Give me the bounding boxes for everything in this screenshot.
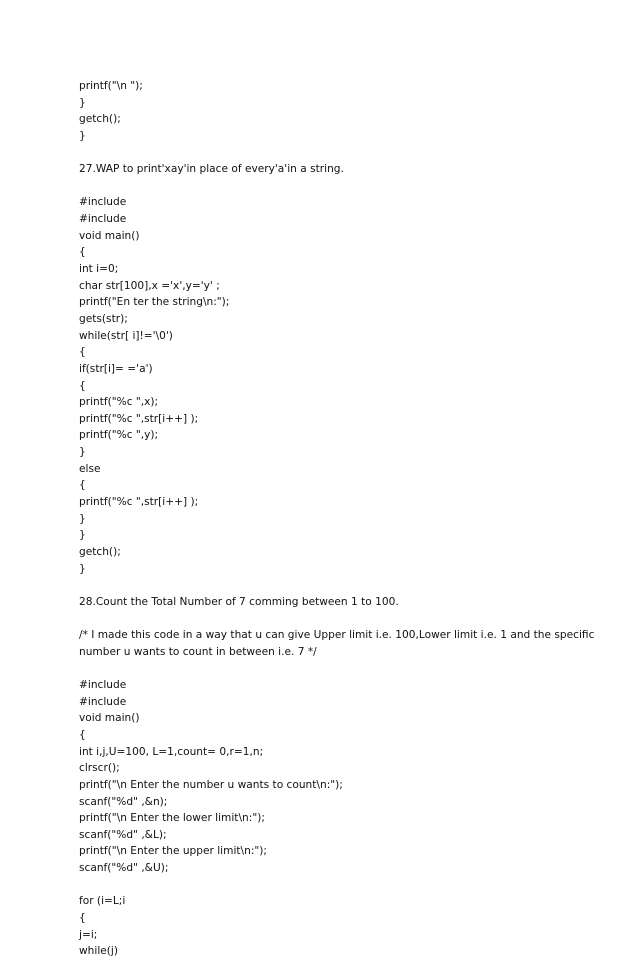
code-line: while(str[ i]!='\0'): [79, 329, 173, 342]
code-comment: [79, 627, 599, 660]
code-line: {: [79, 246, 86, 259]
code-line: clrscr();: [79, 762, 120, 775]
code-line: while(j): [79, 945, 118, 958]
code-line: }: [79, 96, 86, 109]
code-line: printf("\n Enter the lower limit\n:");: [79, 812, 265, 825]
code-block-28-loop: [79, 893, 599, 960]
code-line: #include: [79, 679, 127, 692]
code-line: }: [79, 446, 86, 459]
code-line: #include: [79, 196, 127, 209]
code-block-end-prev: [79, 78, 599, 145]
code-line: }: [79, 529, 86, 542]
code-line: }: [79, 562, 86, 575]
code-line: if(str[i]= ='a'): [79, 362, 153, 375]
code-line: int i=0;: [79, 263, 119, 276]
code-line: printf("%c ",x);: [79, 396, 159, 409]
code-line: for (i=L;i: [79, 895, 126, 908]
code-line: {: [79, 912, 86, 925]
code-line: j=i;: [79, 928, 98, 941]
document-page: [79, 78, 599, 960]
spacer: [79, 577, 599, 594]
code-block-28: [79, 677, 599, 877]
code-line: scanf("%d" ,&U);: [79, 862, 169, 875]
spacer: [79, 877, 599, 894]
heading-28: 28.Count the Total Number of 7 comming between 1 to 100.: [79, 595, 399, 608]
code-line: void main(): [79, 712, 140, 725]
code-line: printf("%c ",str[i++] );: [79, 496, 199, 509]
code-line: #include: [79, 695, 127, 708]
spacer: [79, 611, 599, 628]
code-line: printf("%c ",y);: [79, 429, 159, 442]
code-line: getch();: [79, 113, 121, 126]
code-line: int i,j,U=100, L=1,count= 0,r=1,n;: [79, 745, 264, 758]
code-line: {: [79, 479, 86, 492]
spacer: [79, 178, 599, 195]
heading-27: 27.WAP to print'xay'in place of every'a'in a string.: [79, 163, 344, 176]
code-line: #include: [79, 213, 127, 226]
code-line: scanf("%d" ,&L);: [79, 828, 167, 841]
code-line: getch();: [79, 545, 121, 558]
code-line: void main(): [79, 229, 140, 242]
comment-line: /* I made this code in a way that u can give Upper limit i.e. 100,Lower limit i.e. 1 and the specific: [79, 629, 595, 642]
code-line: {: [79, 346, 86, 359]
code-line: printf("%c ",str[i++] );: [79, 412, 199, 425]
code-line: printf("\n Enter the number u wants to count\n:");: [79, 778, 343, 791]
code-line: char str[100],x ='x',y='y' ;: [79, 279, 220, 292]
spacer: [79, 145, 599, 162]
code-line: else: [79, 462, 101, 475]
code-line: {: [79, 728, 86, 741]
code-line: printf("En ter the string\n:");: [79, 296, 230, 309]
code-line: }: [79, 512, 86, 525]
comment-line: number u wants to count in between i.e. 7 */: [79, 645, 317, 658]
code-line: scanf("%d" ,&n);: [79, 795, 168, 808]
code-line: gets(str);: [79, 312, 128, 325]
code-line: printf("\n ");: [79, 80, 143, 92]
code-line: printf("\n Enter the upper limit\n:");: [79, 845, 267, 858]
code-line: }: [79, 129, 86, 142]
spacer: [79, 660, 599, 677]
code-block-27: [79, 194, 599, 577]
code-line: {: [79, 379, 86, 392]
